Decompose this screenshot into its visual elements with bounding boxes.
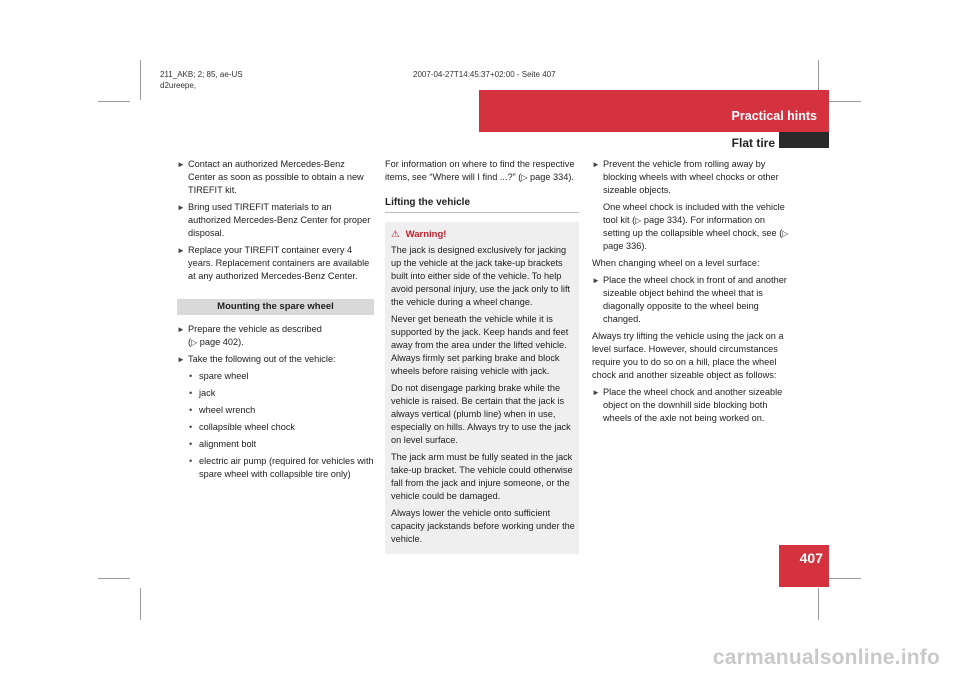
crop-mark-top-left-h <box>98 101 130 102</box>
list-item-text: wheel wrench <box>199 405 256 415</box>
bullet-dot-icon: • <box>189 388 193 398</box>
list-item <box>177 438 374 451</box>
chapter-header-band <box>479 90 829 132</box>
page-ref-arrow-icon: ▷ <box>782 229 789 238</box>
step-prevent-rolling <box>592 158 789 197</box>
warning-heading <box>391 228 575 241</box>
bullet-dot-icon: • <box>189 405 193 415</box>
list-item <box>177 387 374 400</box>
warning-paragraph: The jack is designed exclusively for jacking up the vehicle at the jack take-up brackets built into either side of the vehicle. To help avoid personal injury, use the jack only to lift the vehicle during a wheel change. <box>391 245 571 307</box>
step-arrow-icon: ► <box>177 246 185 255</box>
page-ref-link[interactable]: page 334). <box>530 172 574 182</box>
crop-mark-bottom-right-h <box>829 578 861 579</box>
step-text: Prevent the vehicle from rolling away by blocking wheels with wheel chocks or other sizeable objects. <box>603 159 779 195</box>
step-arrow-icon: ► <box>177 325 185 334</box>
bullet-dot-icon: • <box>189 439 193 449</box>
step-bring-materials <box>177 201 374 240</box>
column-right <box>592 158 789 429</box>
watermark-logo: carmanualsonline.info <box>712 646 940 669</box>
step-text: Replace your TIREFIT container every 4 years. Replacement containers are available at any authorized Mercedes-Benz Center. <box>188 245 370 281</box>
section-title: Flat tire <box>731 136 775 150</box>
page-number: 407 <box>799 550 823 566</box>
warning-paragraph: Always lower the vehicle onto sufficient capacity jackstands before working under the vehicle. <box>391 508 575 544</box>
intro-paragraph <box>385 158 579 184</box>
list-item <box>177 455 374 481</box>
print-timestamp: 2007-04-27T14:45:37+02:00 - Seite 407 <box>413 70 556 79</box>
warning-title: Warning! <box>405 229 447 240</box>
subheading-lifting-vehicle: Lifting the vehicle <box>385 196 579 213</box>
page-ref-link[interactable]: page 336). <box>603 241 647 251</box>
list-item-text: electric air pump (required for vehicles with spare wheel with collapsible tire only) <box>199 456 374 479</box>
warning-paragraph: The jack arm must be fully seated in the jack take-up bracket. The vehicle could otherwise fall from the jack and injure someone, or the vehicle could be damaged. <box>391 452 573 501</box>
list-item-text: jack <box>199 388 216 398</box>
step-text: Take the following out of the vehicle: <box>188 354 336 364</box>
step-text: Bring used TIREFIT materials to an authorized Mercedes-Benz Center for proper disposal. <box>188 202 371 238</box>
step-arrow-icon: ► <box>177 203 185 212</box>
warning-paragraph: Do not disengage parking brake while the vehicle is raised. Be certain that the jack is always vertical (plumb line) when in use, especially on hills. Always try to use the jack on level surface. <box>391 383 571 445</box>
page-ref-arrow-icon: ▷ <box>521 173 528 182</box>
page-ref-link[interactable]: page 402). <box>199 337 244 347</box>
page-ref-link[interactable]: page 334). For information on setting up the collapsible wheel chock, see ( <box>603 215 783 238</box>
step-arrow-icon: ► <box>592 388 600 397</box>
list-item-text: spare wheel <box>199 371 249 381</box>
intro-text: For information on where to find the respective items, see “Where will I find ...?” ( <box>385 159 575 182</box>
step-contact-center <box>177 158 374 197</box>
crop-mark-bottom-left-h <box>98 578 130 579</box>
wheel-chock-note <box>592 201 789 253</box>
list-item <box>177 404 374 417</box>
bullet-dot-icon: • <box>189 371 193 381</box>
step-replace-container <box>177 244 374 283</box>
list-item-text: alignment bolt <box>199 439 257 449</box>
step-place-chock-hill <box>592 386 789 425</box>
column-middle <box>385 158 579 554</box>
list-item <box>177 370 374 383</box>
section-tab <box>779 132 829 148</box>
step-arrow-icon: ► <box>177 160 185 169</box>
warning-triangle-icon: ⚠ <box>391 229 400 240</box>
page-number-box <box>779 545 829 587</box>
step-text: Prepare the vehicle as described <box>188 324 322 334</box>
step-arrow-icon: ► <box>592 160 600 169</box>
step-text: Place the wheel chock and another sizeable object on the downhill side blocking both wheels of the axle not being worked on. <box>603 387 783 423</box>
list-item <box>177 421 374 434</box>
step-prepare-vehicle: ► Prepare the vehicle as described (▷ page 402). <box>177 324 322 347</box>
step-text: Contact an authorized Mercedes-Benz Center as soon as possible to obtain a new TIREFIT kit. <box>188 159 364 195</box>
warning-paragraph: Never get beneath the vehicle while it is supported by the jack. Keep hands and feet away from the area under the lifted vehicle. Always firmly set parking brake and block wheels before raising vehicle with jack. <box>391 314 569 376</box>
print-meta-line2: d2ureepe, <box>160 81 197 90</box>
step-place-chock-level <box>592 274 789 326</box>
print-meta <box>160 69 243 91</box>
chapter-title: Practical hints <box>731 109 817 123</box>
list-item-text: collapsible wheel chock <box>199 422 296 432</box>
bullet-dot-icon: • <box>189 456 193 466</box>
section-heading-spare-wheel: Mounting the spare wheel <box>177 299 374 315</box>
page-ref-arrow-icon: ▷ <box>635 216 642 225</box>
print-meta-line1: 211_AKB; 2; 85, ae-US <box>160 70 243 79</box>
warning-box <box>385 222 579 554</box>
page-ref-arrow-icon: ▷ <box>191 338 198 347</box>
hill-paragraph: Always try lifting the vehicle using the jack on a level surface. However, should circumstances require you to do so on a hill, place the wheel chock and another sizeable object as follows: <box>592 331 784 380</box>
bullet-dot-icon: • <box>189 422 193 432</box>
step-arrow-icon: ► <box>177 355 185 364</box>
crop-mark-top-left <box>140 60 141 100</box>
level-surface-intro: When changing wheel on a level surface: <box>592 258 760 268</box>
crop-mark-bottom-right <box>818 588 819 620</box>
step-text: Place the wheel chock in front of and another sizeable object behind the wheel that is diagonally opposite to the wheel being changed. <box>603 275 787 324</box>
crop-mark-bottom-left <box>140 588 141 620</box>
note-text: One wheel chock is included with the vehicle tool kit ( <box>603 202 785 225</box>
step-arrow-icon: ► <box>592 276 600 285</box>
column-left <box>177 158 374 485</box>
crop-mark-top-right-h <box>829 101 861 102</box>
step-take-out-items <box>177 353 374 366</box>
